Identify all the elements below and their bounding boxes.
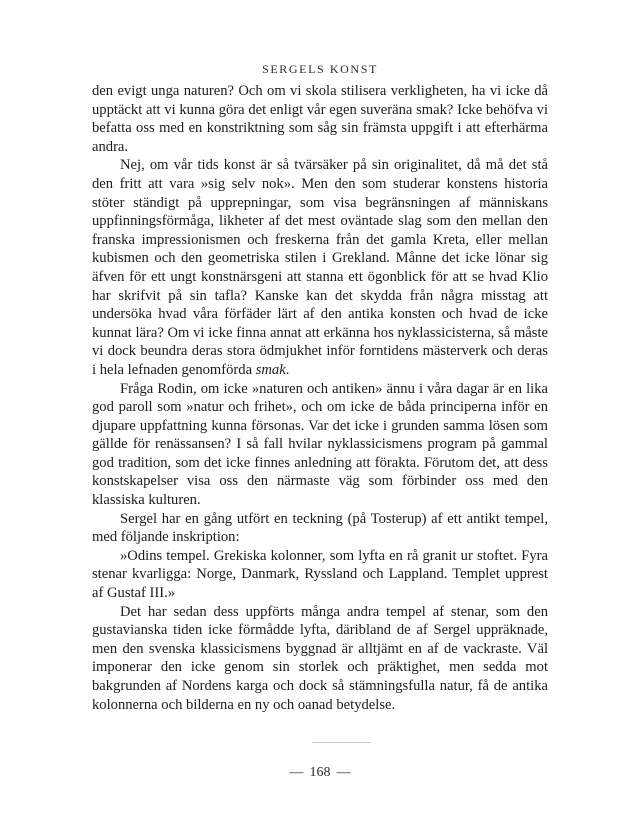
- inscription-quote: »Odins tempel. Grekiska kolonner, som lyfta en rå granit ur stoftet. Fyra stenar kvarligga: Norge, Danmark, Ryssland och Lappland. Templet upprest af Gustaf III.»: [92, 547, 548, 602]
- folio-dash-left: —: [289, 765, 304, 780]
- paragraph-sergel-drawing: Sergel har en gång utfört en teckning (på Tosterup) af ett antikt tempel, med följande inskription:: [92, 510, 548, 546]
- paragraph-nej-text: Nej, om vår tids konst är så tvärsäker på sin originalitet, då må det stå den fritt att vara »sig selv nok». Men den som studerar konstens historia stöter ständigt på upprepningar, som visa begränsningen af människans uppfinningsförmåga, likheter af det mest oväntade slag som den mellan den franska impressionismen och freskerna från det gamla Kreta, eller mellan kubismen och den geometriska stilen i Grekland. Månne det icke lönar sig äfven för ett ungt konstnärsgeni att stanna ett ögonblick för att se hvad Klio har skrifvit på sin tafla? Kanske kan det skydda från några misstag att undersöka hvad våra förfäder lärt af den antika konsten och hvad de icke kunnat lära? Om vi icke finna annat att erkänna hos nyklassicisterna, så måste vi dock beundra deras stora ödmjukhet inför forntidens mästerverk och deras i hela lefnaden genomförda: [92, 157, 548, 378]
- paragraph-temples: Det har sedan dess uppförts många andra tempel af stenar, som den gustavianska tiden icke förmådde lyfta, däribland de af Sergel uppräknade, men den svenska klassicismens byggnad är alltjämt en af de vackraste. Väl imponerar den icke genom sin storlek och präktighet, men sedda mot bakgrunden af Nordens karga och dock så stämningsfulla natur, få de antika kolonnerna och bilderna en ny och oanad betydelse.: [92, 603, 548, 713]
- body-text: [92, 82, 548, 714]
- folio-dash-right: —: [336, 765, 351, 780]
- paragraph-nej: [92, 156, 548, 379]
- paragraph-continuation: den evigt unga naturen? Och om vi skola stilisera verkligheten, ha vi icke då upptäckt att vi kunna göra det enligt vår egen suveräna smak? Icke behöfva vi befatta oss med en konstriktning som såg sin främsta uppgift i att efterhärma andra.: [92, 83, 548, 155]
- emphasized-word: smak: [255, 361, 286, 378]
- footer-rule: [312, 742, 370, 743]
- paragraph-nej-tail: .: [285, 361, 290, 378]
- running-head: SERGELS KONST: [262, 62, 378, 76]
- page-number: [0, 765, 640, 781]
- page-number-value: 168: [309, 765, 331, 780]
- paragraph-rodin: Fråga Rodin, om icke »naturen och antiken» ännu i våra dagar är en lika god paroll som »natur och frihet», och om icke de båda principerna inför en djupare uppfattning kunna försonas. Var det icke i grunden samma lösen som gällde för renässansen? I så fall hvilar nyklassicismens program på gammal god tradition, som det icke finnes anledning att förakta. Förutom det, att dess konstskapelser visa oss den närmaste väg som förbinder oss med den klassiska kulturen.: [92, 380, 548, 509]
